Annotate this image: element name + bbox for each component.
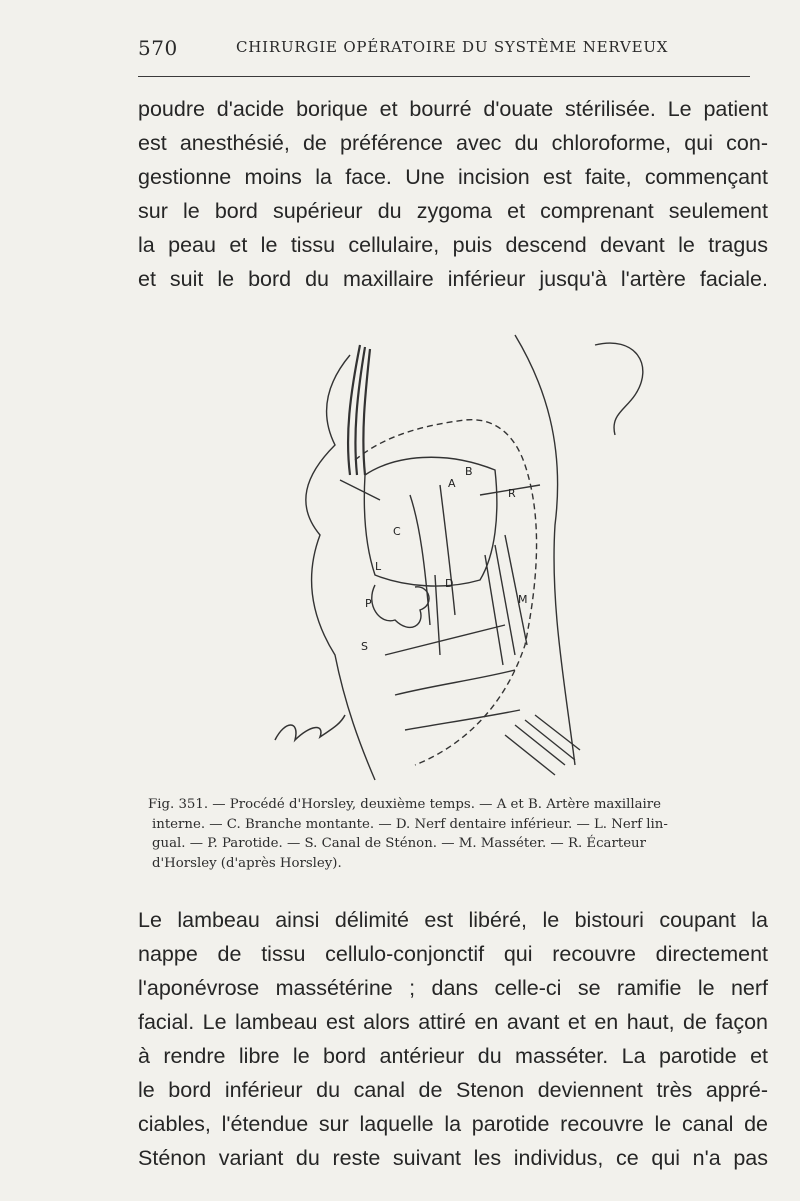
figure-label: D [445, 577, 454, 590]
text-line: Sténon variant du reste suivant les individus, ce qui n'a pas [138, 1146, 768, 1170]
text-line: sur le bord supérieur du zygoma et comprenant seulement [138, 199, 768, 223]
caption-line: Fig. 351. — Procédé d'Horsley, deuxième temps. — A et B. Artère maxillaire [148, 797, 662, 812]
text-line: nappe de tissu cellulo-conjonctif qui recouvre directement [138, 942, 768, 966]
text-line: à rendre libre le bord antérieur du masséter. La parotide et [138, 1044, 768, 1068]
text-line: facial. Le lambeau est alors attiré en avant et en haut, de façon [138, 1010, 768, 1034]
running-title: CHIRURGIE OPÉRATOIRE DU SYSTÈME NERVEUX [236, 38, 669, 56]
figure-label: B [465, 465, 473, 478]
figure-label: C [393, 525, 401, 538]
caption-line: d'Horsley (d'après Horsley). [152, 855, 342, 871]
figure-label: P [365, 597, 372, 610]
paragraph-1 [138, 92, 768, 296]
nerve-branch [385, 625, 520, 730]
anatomical-illustration [265, 325, 765, 785]
jaw-outline [515, 335, 575, 765]
figure-label: S [361, 640, 368, 653]
caption-line: interne. — C. Branche montante. — D. Nerf dentaire inférieur. — L. Nerf lin- [152, 816, 668, 832]
wound-margin [355, 420, 537, 765]
ear-outline [595, 343, 643, 435]
lower-hatching [505, 715, 580, 775]
vessel [410, 485, 455, 625]
text-line: gestionne moins la face. Une incision est faite, commençant [138, 165, 768, 189]
artist-signature [275, 715, 345, 740]
text-line: l'aponévrose massétérine ; dans celle-ci se ramifie le nerf [138, 976, 768, 1000]
text-line: et suit le bord du maxillaire inférieur jusqu'à l'artère faciale. [138, 267, 768, 291]
text-line: le bord inférieur du canal de Stenon deviennent très appré- [138, 1078, 768, 1102]
text-line: la peau et le tissu cellulaire, puis descend devant le tragus [138, 233, 768, 257]
text-line: poudre d'acide borique et bourré d'ouate stérilisée. Le patient [138, 97, 768, 121]
parotid-lobes [372, 585, 429, 627]
text-line: Le lambeau ainsi délimité est libéré, le bistouri coupant la [138, 908, 768, 932]
figure-label: A [448, 477, 456, 490]
caption-line: gual. — P. Parotide. — S. Canal de Sténon. — M. Masséter. — R. Écarteur [152, 836, 646, 851]
figure-label: R [508, 487, 516, 500]
page-header [138, 32, 750, 62]
figure-caption [148, 795, 766, 873]
text-line: ciables, l'étendue sur laquelle la parotide recouvre le canal de [138, 1112, 768, 1136]
paragraph-2 [138, 903, 768, 1175]
retractor-ring [364, 457, 497, 586]
page-number: 570 [138, 36, 178, 60]
text-line: est anesthésié, de préférence avec du chloroforme, qui con- [138, 131, 768, 155]
figure-label: M [518, 593, 528, 606]
hair-strands [348, 345, 370, 475]
header-rule [138, 76, 750, 77]
figure-label: L [375, 560, 382, 573]
